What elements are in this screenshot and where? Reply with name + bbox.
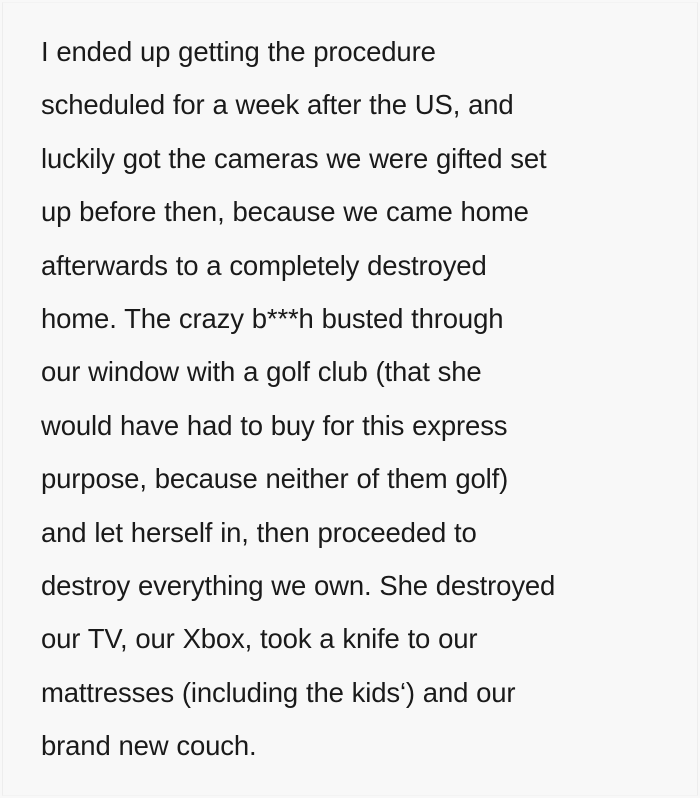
- story-line: our window with a golf club (that she: [41, 356, 482, 388]
- story-line: would have had to buy for this express: [41, 409, 508, 441]
- story-panel-inner: [2, 2, 698, 796]
- story-line: brand new couch.: [41, 730, 257, 762]
- story-line: luckily got the cameras we were gifted set: [41, 142, 547, 174]
- story-line: and let herself in, then proceeded to: [41, 516, 477, 548]
- story-line: scheduled for a week after the US, and: [41, 89, 514, 121]
- story-line: home. The crazy b***h busted through: [41, 303, 504, 335]
- story-paragraph: [41, 25, 663, 773]
- story-line: our TV, our Xbox, took a knife to our: [41, 623, 478, 655]
- story-line: purpose, because neither of them golf): [41, 463, 509, 495]
- story-line: destroy everything we own. She destroyed: [41, 570, 556, 602]
- story-line: I ended up getting the procedure: [41, 36, 436, 67]
- story-line: afterwards to a completely destroyed: [41, 249, 487, 281]
- story-line: up before then, because we came home: [41, 196, 529, 228]
- story-line: mattresses (including the kids‘) and our: [41, 676, 516, 708]
- story-body: [3, 3, 697, 773]
